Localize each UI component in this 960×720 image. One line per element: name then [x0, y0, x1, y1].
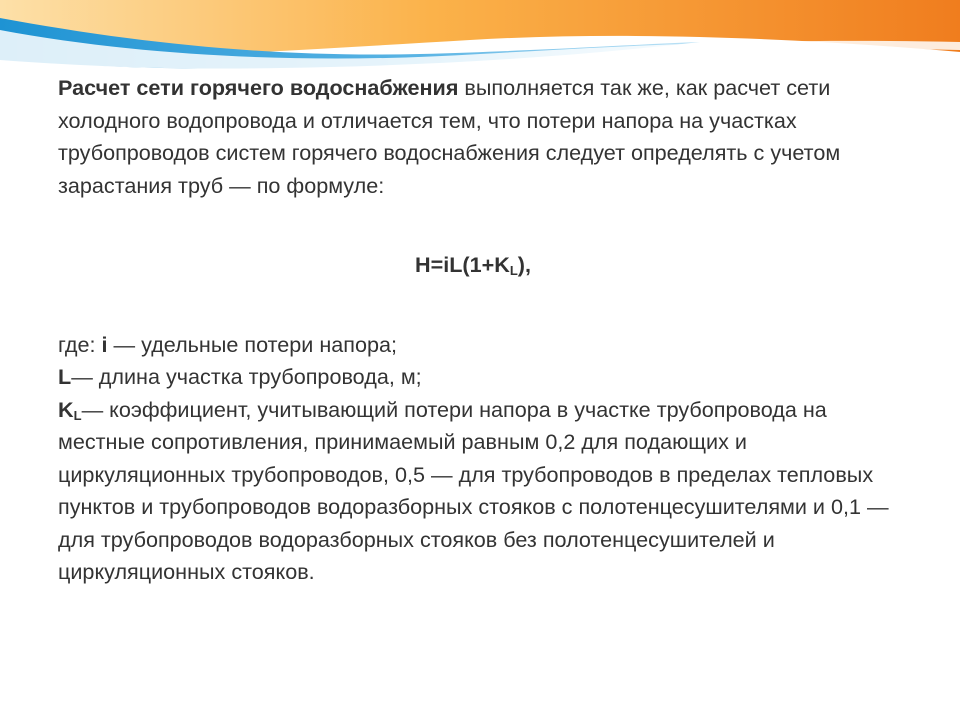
definition-i [58, 329, 918, 362]
symbol-K-subscript: L [73, 407, 82, 423]
definition-KL [58, 394, 918, 589]
symbol-i: i [101, 331, 108, 357]
formula-main: H=iL(1+K [415, 252, 510, 277]
definition-L [58, 361, 918, 394]
where-prefix: где: [58, 331, 102, 357]
intro-paragraph [58, 72, 918, 202]
desc-KL: — коэффициент, учитывающий потери напора в участке трубопровода на местные сопротивления, принимаемый равным 0,2 для подающих и циркуляционных трубопроводов, 0,5 — для трубопроводов в пределах тепловых пунктов и трубопроводов водоразборных стояков с полотенцесушителями и 0,1 — для трубопроводов водоразборных стояков без полотенцесушителей и циркуляционных стояков. [58, 396, 889, 584]
symbol-K: K [58, 396, 74, 422]
formula-tail: ), [517, 252, 531, 277]
intro-lead-bold: Расчет сети горячего водоснабжения [58, 75, 459, 100]
symbol-L: L [58, 364, 72, 389]
desc-L: — длина участка трубопровода, м; [71, 364, 422, 389]
formula [58, 249, 918, 282]
formula-subscript: L [509, 263, 518, 278]
intro-rest: выполняется так же, как расчет сети холодного водопровода и отличается тем, что потери напора на участках трубопроводов систем горячего водоснабжения следует определять с учетом зарастания труб — по формуле: [58, 75, 841, 198]
desc-i: — удельные потери напора; [107, 331, 397, 357]
slide-content [58, 72, 918, 589]
